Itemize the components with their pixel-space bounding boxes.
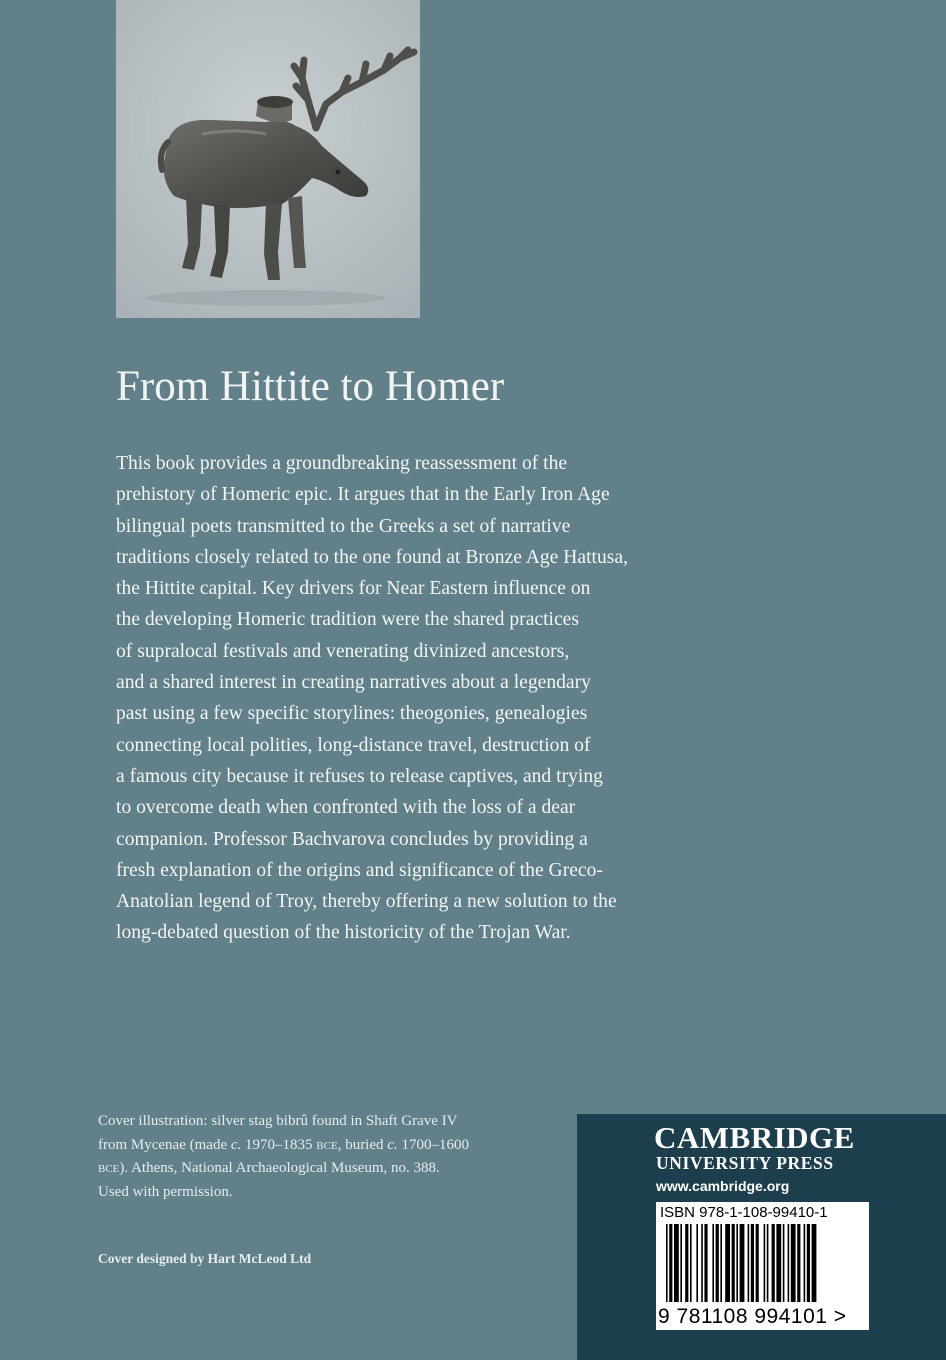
blurb-line: a famous city because it refuses to release captives, and trying [116, 765, 603, 787]
credit-line: Used with permission. [98, 1183, 233, 1200]
barcode-bar [685, 1224, 688, 1302]
barcode-bar [674, 1224, 679, 1302]
barcode-bar [783, 1224, 785, 1302]
credit-line: from Mycenae (made c. 1970–1835 bce, buried c. 1700–1600 [98, 1136, 469, 1153]
barcode-bar [804, 1224, 806, 1302]
barcode-bar [712, 1224, 714, 1302]
blurb-line: connecting local polities, long-distance travel, destruction of [116, 734, 591, 756]
barcode-bar [767, 1224, 769, 1302]
blurb-line: Anatolian legend of Troy, thereby offering a new solution to the [116, 891, 617, 913]
barcode-bar [740, 1224, 745, 1302]
barcode-bar [680, 1224, 682, 1302]
isbn-barcode [656, 1202, 869, 1330]
cover-illustration [116, 0, 420, 318]
blurb-line: to overcome death when confronted with the loss of a dear [116, 797, 576, 819]
barcode-bar [748, 1224, 750, 1302]
barcode-bar [788, 1224, 790, 1302]
blurb-line: and a shared interest in creating narratives about a legendary [116, 672, 591, 694]
barcode-bar [732, 1224, 735, 1302]
barcode-bar [720, 1224, 722, 1302]
barcode-bar [764, 1224, 766, 1302]
barcode-bar [751, 1224, 754, 1302]
blurb-line: of supralocal festivals and venerating divinized ancestors, [116, 640, 570, 662]
publisher-subtitle: UNIVERSITY PRESS [656, 1153, 834, 1173]
blurb-line: prehistory of Homeric epic. It argues that in the Early Iron Age [116, 484, 610, 506]
barcode-bar [807, 1224, 810, 1302]
barcode-bar [797, 1224, 800, 1302]
barcode-bar [756, 1224, 759, 1302]
cover-designer: Cover designed by Hart McLeod Ltd [98, 1251, 312, 1266]
barcode-bar [791, 1224, 796, 1302]
barcode-bar [812, 1224, 817, 1302]
isbn-label: ISBN 978-1-108-99410-1 [660, 1204, 828, 1221]
credit-line: bce). Athens, National Archaeological Museum, no. 388. [98, 1160, 440, 1176]
book-description [116, 448, 716, 949]
blurb-line: companion. Professor Bachvarova concludes by providing a [116, 828, 588, 850]
publisher-url: www.cambridge.org [656, 1178, 790, 1194]
blurb-line: the developing Homeric tradition were the shared practices [116, 609, 579, 631]
barcode-bar [690, 1224, 692, 1302]
barcode-bar [716, 1224, 719, 1302]
blurb-line: the Hittite capital. Key drivers for Near Eastern influence on [116, 578, 591, 600]
cover-credit [98, 1110, 568, 1204]
blurb-line: fresh explanation of the origins and significance of the Greco- [116, 859, 603, 881]
barcode-bar [776, 1224, 781, 1302]
blurb-line: This book provides a groundbreaking reassessment of the [116, 453, 568, 474]
silver-stag-icon [116, 0, 420, 318]
barcode-bar [701, 1224, 703, 1302]
barcode-bars [664, 1224, 862, 1304]
credit-line: Cover illustration: silver stag bibrû found in Shaft Grave IV [98, 1113, 458, 1129]
blurb-line: traditions closely related to the one found at Bronze Age Hattusa, [116, 546, 629, 568]
publisher-name: CAMBRIDGE [654, 1120, 855, 1155]
blurb-line: bilingual poets transmitted to the Greeks a set of narrative [116, 515, 571, 537]
barcode-bar [696, 1224, 698, 1302]
book-title: From Hittite to Homer [116, 363, 505, 410]
blurb-line: long-debated question of the historicity of the Trojan War. [116, 922, 571, 944]
publisher-panel [577, 1114, 946, 1360]
barcode-bar [666, 1224, 668, 1302]
barcode-bar [669, 1224, 672, 1302]
barcode-bar [772, 1224, 775, 1302]
blurb-line: past using a few specific storylines: theogonies, genealogies [116, 703, 588, 725]
barcode-digits: 9 781108 994101 > [658, 1305, 847, 1328]
barcode-bar [725, 1224, 730, 1302]
barcode-bar [704, 1224, 707, 1302]
barcode-bar [736, 1224, 738, 1302]
